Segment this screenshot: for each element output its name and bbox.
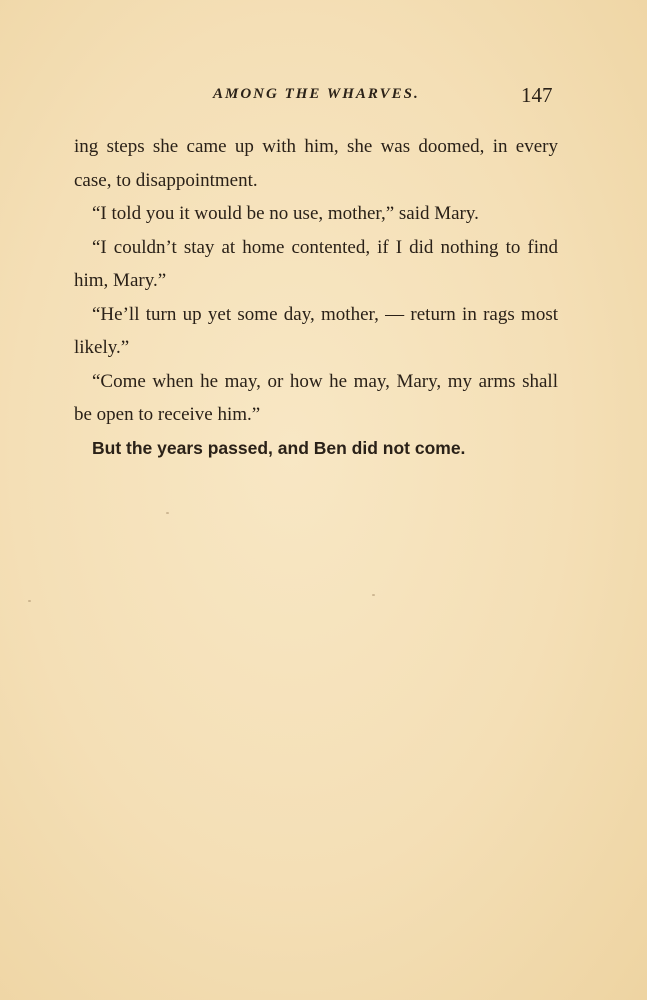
paragraph-3: “I couldn’t stay at home contented, if I did nothing to find him, Mary.”: [74, 236, 558, 291]
paragraph-6: But the years passed, and Ben did not come.: [92, 437, 466, 458]
running-title: AMONG THE WHARVES.: [213, 86, 420, 102]
page-header: [0, 84, 647, 108]
paragraph-4: “He’ll turn up yet some day, mother, — return in rags most likely.”: [74, 303, 558, 358]
paragraph-5: “Come when he may, or how he may, Mary, my arms shall be open to receive him.”: [74, 370, 558, 425]
page-number: 147: [521, 83, 553, 107]
paragraph-1: ing steps she came up with him, she was doomed, in every case, to disappointment.: [74, 136, 558, 191]
body-text: [74, 130, 558, 465]
paper-speck: [166, 512, 169, 514]
paragraph-2: “I told you it would be no use, mother,” said Mary.: [92, 203, 479, 224]
paper-speck: [372, 594, 375, 596]
paper-speck: [28, 600, 31, 602]
